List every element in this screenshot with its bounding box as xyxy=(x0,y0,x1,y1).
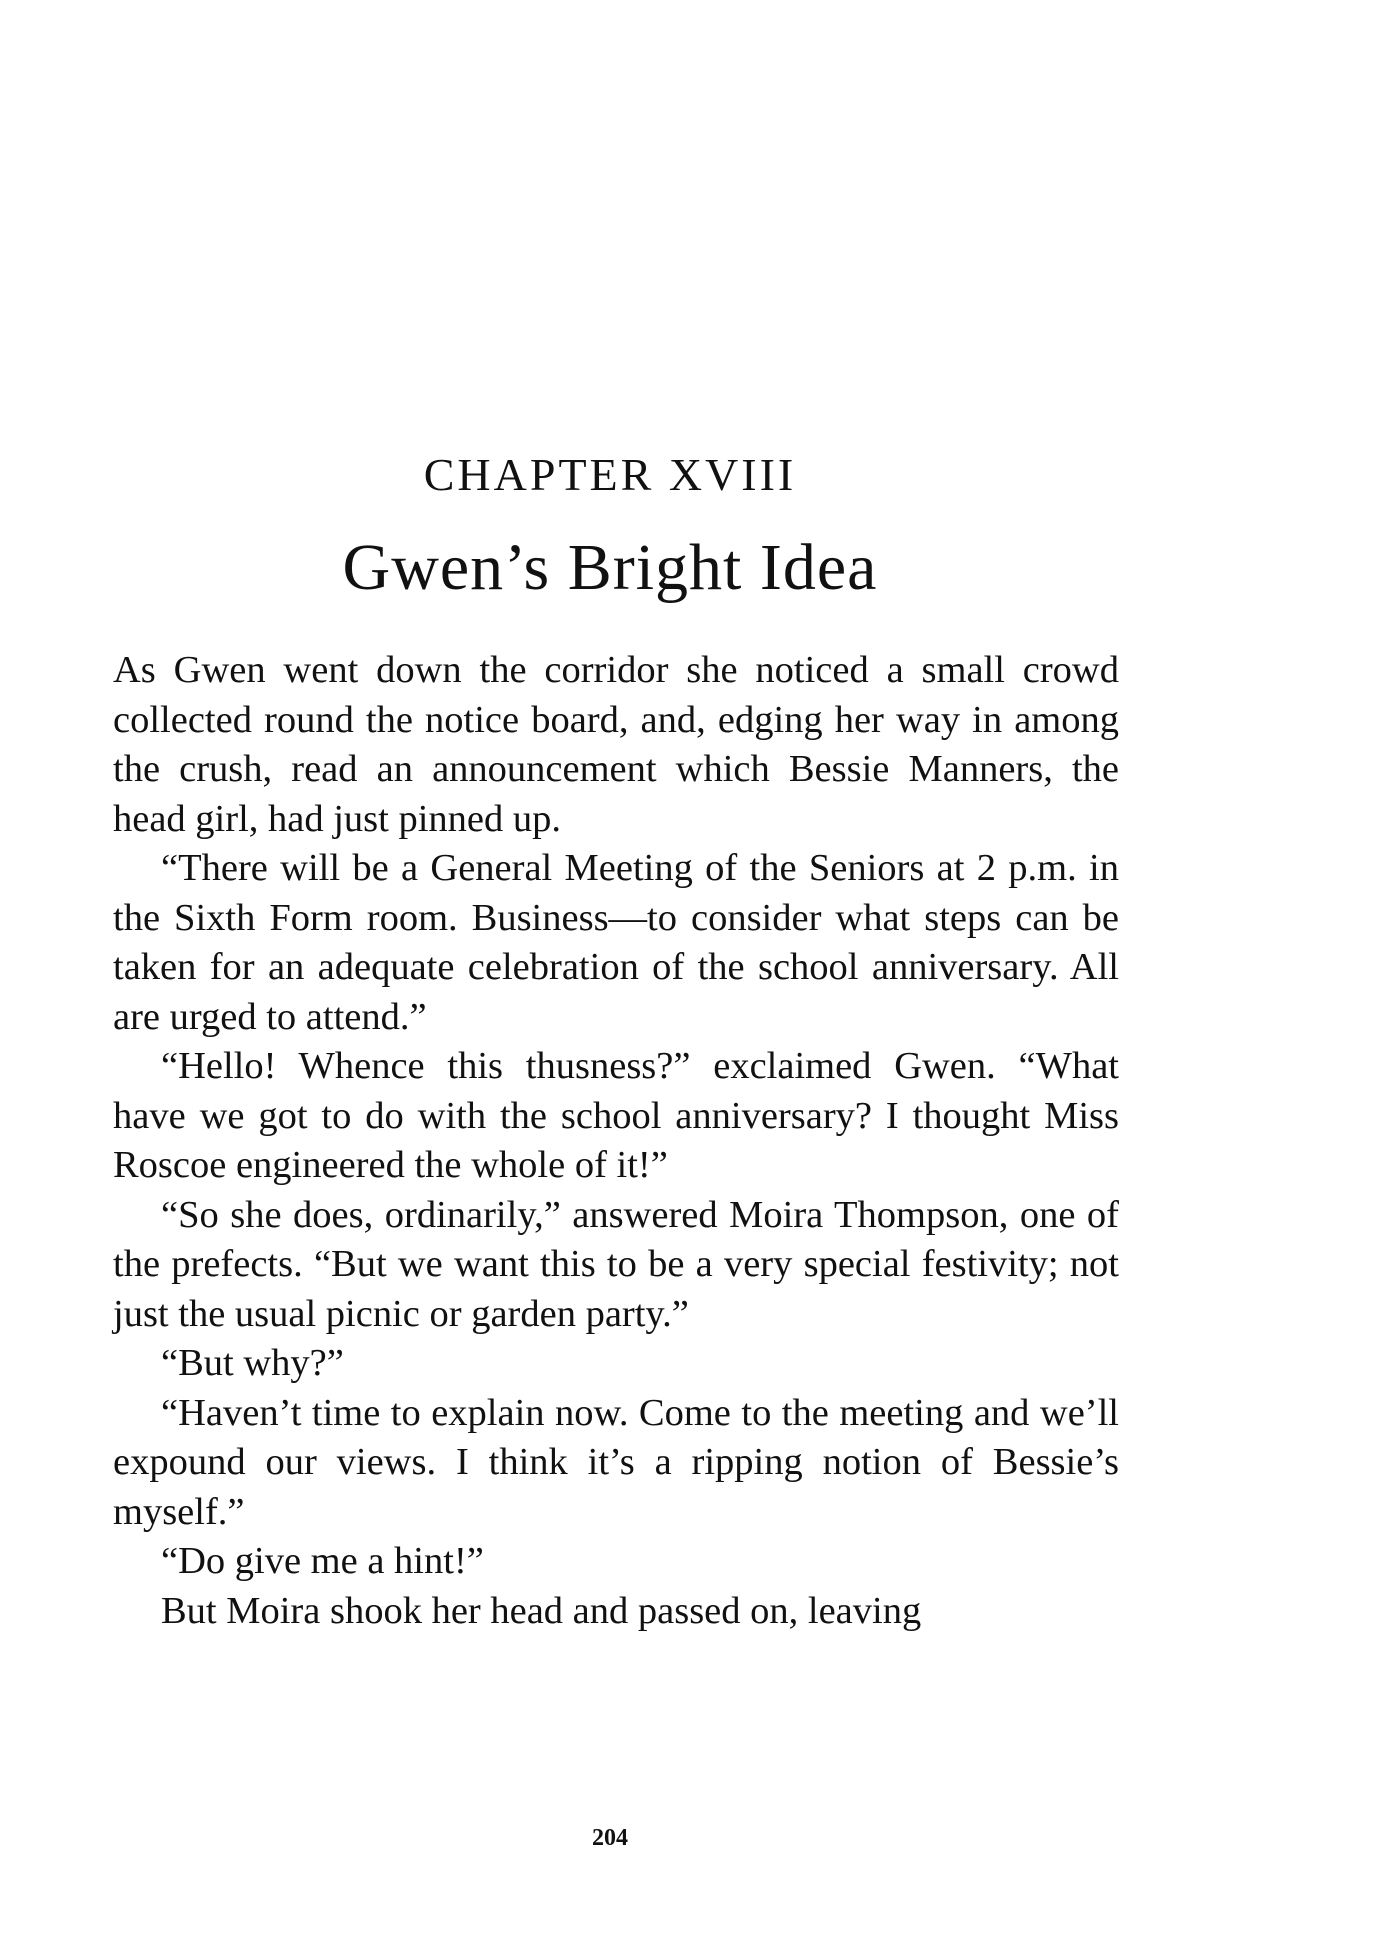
paragraph-gwen-exclaims: “Hello! Whence this thusness?” exclaimed Gwen. “What have we got to do with the school anniversary? I thought Miss Roscoe engineered the whole of it!” xyxy=(113,1045,1119,1186)
paragraph-moira-leaves: But Moira shook her head and passed on, leaving xyxy=(161,1589,922,1632)
paragraph-announcement: “There will be a General Meeting of the Seniors at 2 p.m. in the Sixth Form room. Business—to consider what steps can be taken for an adequate celebration of the school anniversary. All are urged to attend.” xyxy=(113,847,1119,1038)
paragraph-hint: “Do give me a hint!” xyxy=(161,1540,484,1582)
paragraph-but-why: “But why?” xyxy=(161,1342,344,1384)
paragraph-moira-answers: “So she does, ordinarily,” answered Moira Thompson, one of the prefects. “But we want this to be a very special festivity; not just the usual picnic or garden party.” xyxy=(113,1193,1119,1335)
chapter-title: Gwen’s Bright Idea xyxy=(342,531,878,604)
chapter-number: CHAPTER XVIII xyxy=(423,449,797,500)
chapter-body xyxy=(113,646,1119,1636)
paragraph-no-time: “Haven’t time to explain now. Come to the meeting and we’ll expound our views. I think it’s a ripping notion of Bessie’s myself.” xyxy=(113,1391,1119,1533)
paragraph-opening: As Gwen went down the corridor she noticed a small crowd collected round the notice board, and, edging her way in among the crush, read an announcement which Bessie Manners, the head girl, had just pinned up. xyxy=(113,649,1119,840)
page-number: 204 xyxy=(592,1825,628,1851)
